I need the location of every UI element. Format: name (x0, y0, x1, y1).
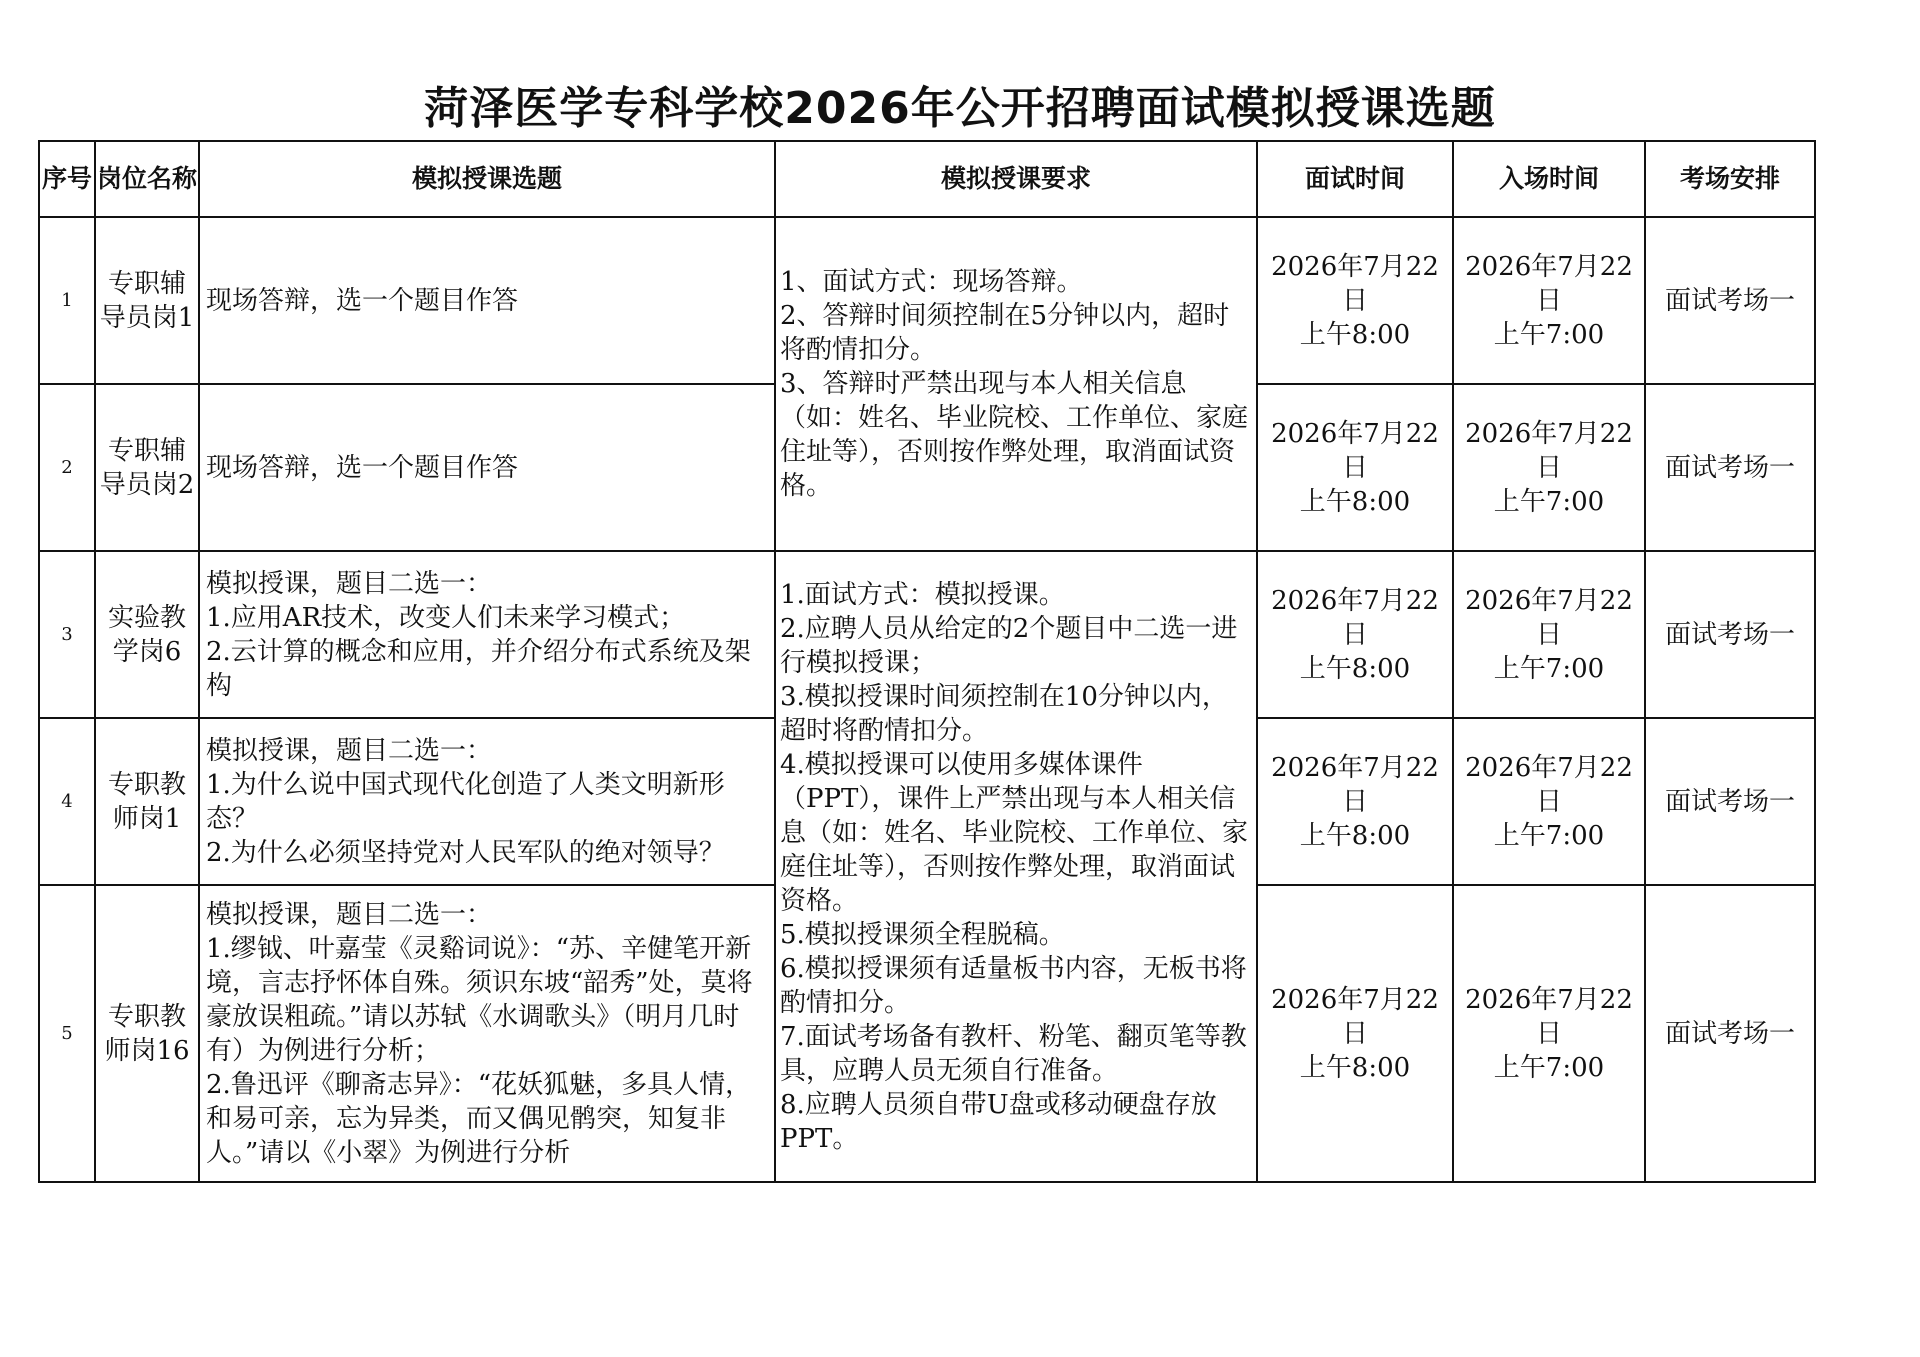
row-interview-time: 2026年7月22日 上午8:00 (1257, 885, 1453, 1182)
requirements-answer-defense: 1、面试方式：现场答辩。 2、答辩时间须控制在5分钟以内，超时将酌情扣分。 3、答辩时严禁出现与本人相关信息（如：姓名、毕业院校、工作单位、家庭住址等），否则按作弊处理，取消面试资格。 (775, 217, 1257, 551)
row-position: 专职教师岗16 (95, 885, 199, 1182)
header-index: 序号 (39, 141, 95, 217)
row-entry-time: 2026年7月22日 上午7:00 (1453, 217, 1645, 384)
row-topic: 模拟授课，题目二选一： 1.缪钺、叶嘉莹《灵谿词说》：“苏、辛健笔开新境，言志抒怀体自殊。须识东坡“韶秀”处，莫将豪放误粗疏。”请以苏轼《水调歌头》（明月几时有）为例进行分析； 2.鲁迅评《聊斋志异》：“花妖狐魅，多具人情，和易可亲，忘为异类，而又偶见鹘突，知复非人。”请以《小翠》为例进行分析 (199, 885, 775, 1182)
header-entry-time: 入场时间 (1453, 141, 1645, 217)
row-interview-time: 2026年7月22日 上午8:00 (1257, 551, 1453, 718)
row-interview-time: 2026年7月22日 上午8:00 (1257, 384, 1453, 551)
row-room: 面试考场一 (1645, 718, 1815, 885)
row-entry-time: 2026年7月22日 上午7:00 (1453, 885, 1645, 1182)
row-index: 2 (39, 384, 95, 551)
row-position: 专职辅导员岗1 (95, 217, 199, 384)
row-room: 面试考场一 (1645, 384, 1815, 551)
row-index: 5 (39, 885, 95, 1182)
row-room: 面试考场一 (1645, 551, 1815, 718)
row-topic: 模拟授课，题目二选一： 1.应用AR技术，改变人们未来学习模式； 2.云计算的概念和应用，并介绍分布式系统及架构 (199, 551, 775, 718)
schedule-table (38, 140, 1816, 1183)
header-position: 岗位名称 (95, 141, 199, 217)
table-row (39, 217, 1815, 384)
row-index: 1 (39, 217, 95, 384)
row-interview-time: 2026年7月22日 上午8:00 (1257, 217, 1453, 384)
header-interview-time: 面试时间 (1257, 141, 1453, 217)
row-position: 实验教学岗6 (95, 551, 199, 718)
row-index: 4 (39, 718, 95, 885)
row-interview-time: 2026年7月22日 上午8:00 (1257, 718, 1453, 885)
requirements-mock-lecture: 1.面试方式：模拟授课。 2.应聘人员从给定的2个题目中二选一进行模拟授课； 3.模拟授课时间须控制在10分钟以内，超时将酌情扣分。 4.模拟授课可以使用多媒体课件（PPT），课件上严禁出现与本人相关信息（如：姓名、毕业院校、工作单位、家庭住址等），否则按作弊处理，取消面试资格。 5.模拟授课须全程脱稿。 6.模拟授课须有适量板书内容，无板书将酌情扣分。 7.面试考场备有教杆、粉笔、翻页笔等教具，应聘人员无须自行准备。 8.应聘人员须自带U盘或移动硬盘存放PPT。 (775, 551, 1257, 1182)
header-requirements: 模拟授课要求 (775, 141, 1257, 217)
row-topic: 现场答辩，选一个题目作答 (199, 217, 775, 384)
header-row (39, 141, 1815, 217)
row-position: 专职辅导员岗2 (95, 384, 199, 551)
row-entry-time: 2026年7月22日 上午7:00 (1453, 718, 1645, 885)
row-topic: 现场答辩，选一个题目作答 (199, 384, 775, 551)
row-index: 3 (39, 551, 95, 718)
row-entry-time: 2026年7月22日 上午7:00 (1453, 551, 1645, 718)
row-room: 面试考场一 (1645, 885, 1815, 1182)
row-topic: 模拟授课，题目二选一： 1.为什么说中国式现代化创造了人类文明新形态？ 2.为什么必须坚持党对人民军队的绝对领导？ (199, 718, 775, 885)
header-topic: 模拟授课选题 (199, 141, 775, 217)
row-entry-time: 2026年7月22日 上午7:00 (1453, 384, 1645, 551)
table-row (39, 551, 1815, 718)
document-title: 菏泽医学专科学校2026年公开招聘面试模拟授课选题 (424, 83, 1496, 134)
header-room: 考场安排 (1645, 141, 1815, 217)
row-position: 专职教师岗1 (95, 718, 199, 885)
row-room: 面试考场一 (1645, 217, 1815, 384)
